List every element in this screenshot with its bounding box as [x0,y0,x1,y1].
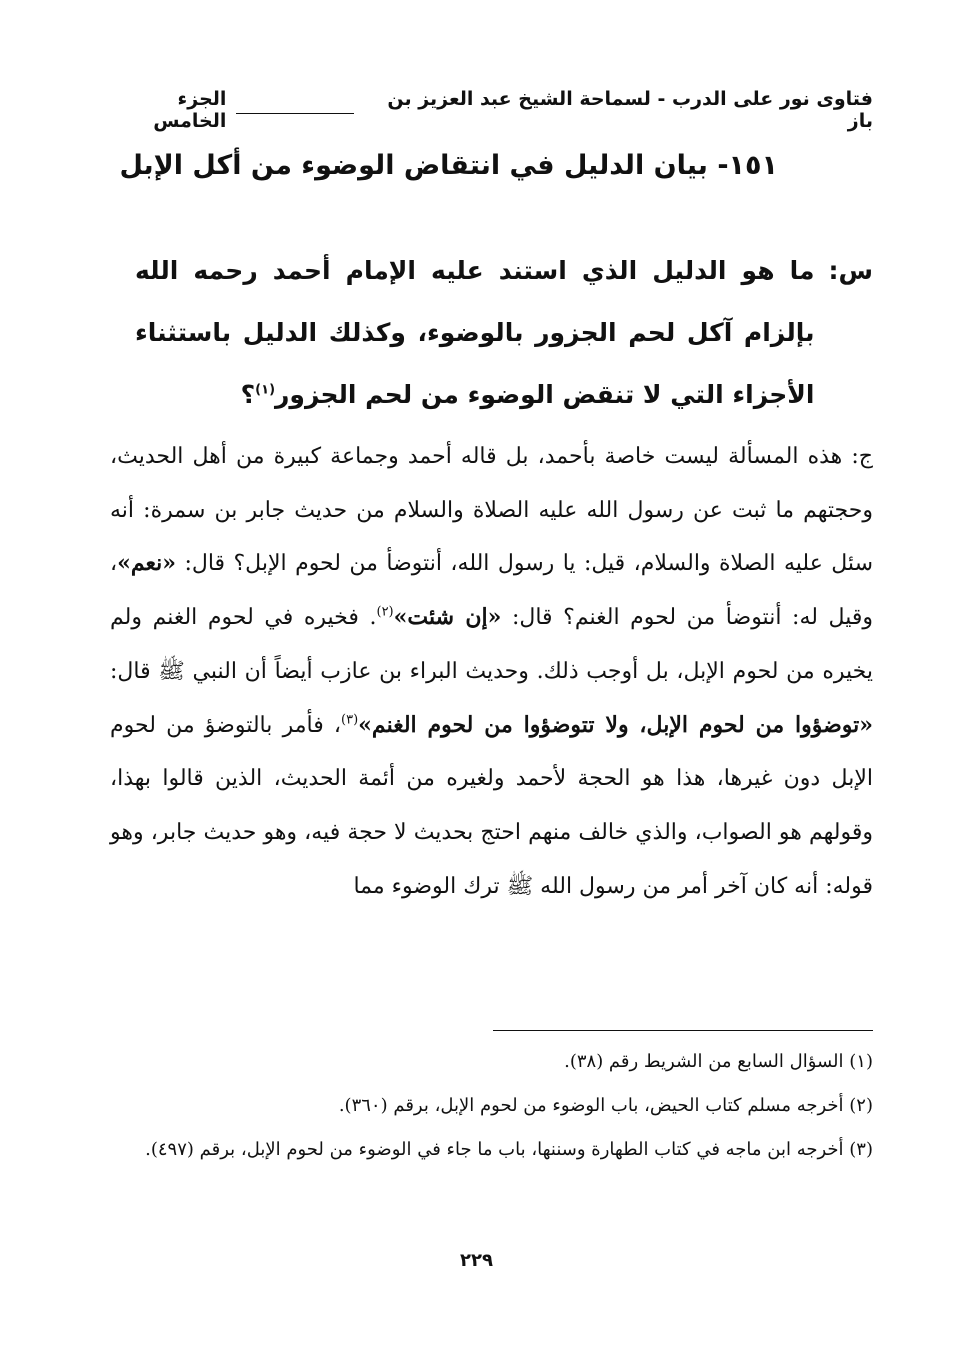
answer-part-3: . فخيره في لحوم الغنم ولم يخيره من لحوم الإبل، بل أوجب ذلك. وحديث البراء بن عازب أيضاً أن النبي ﷺ قال: [110,605,873,684]
book-title: فتاوى نور على الدرب - لسماحة الشيخ عبد العزيز بن باز [387,88,873,132]
page-number: ٢٢٩ [460,1250,493,1271]
question-text: ما هو الدليل الذي استند عليه الإمام أحمد رحمه الله بإلزام آكل لحم الجزور بالوضوء، وكذلك الدليل باستثناء الأجزاء التي لا تنقض الوضوء من لحم الجزور [135,256,815,409]
fatwa-title: ١٥١- بيان الدليل في انتقاض الوضوء من أكل الإبل [119,150,778,181]
answer-quote-2: «إن شئت» [393,604,502,631]
footnote-separator [493,1030,873,1031]
footnote-ref-1: (١) [255,382,276,398]
answer-quote-1: «نعم» [117,550,176,577]
running-header [100,88,873,132]
volume-label: الجزء الخامس [153,88,227,132]
question-end: ؟ [240,380,256,409]
footnote-1: (١) السؤال السابع من الشريط رقم (٣٨). [564,1051,873,1072]
header-rule [236,113,354,114]
footnote-ref-2: (٢) [376,604,394,620]
answer-part-1: ج: هذه المسألة ليست خاصة بأحمد، بل قاله أحمد وجماعة كبيرة من أهل الحديث، وحجتهم ما ثبت عن رسول الله عليه الصلاة والسلام من حديث جابر بن سمرة: أنه سئل عليه الصلاة والسلام، قيل: يا رسول الله، أنتوضأ من لحوم الإبل؟ قال: [110,444,873,577]
footnotes [105,1040,873,1172]
question-block [135,240,873,426]
answer-part-2: ، وقيل له: أنتوضأ من لحوم الغنم؟ قال: [110,551,873,631]
question-label: س: [828,256,873,285]
answer-block [110,430,873,913]
answer-part-4: ، فأمر بالتوضؤ من لحوم الإبل دون غيرها، هذا هو الحجة لأحمد ولغيره من أئمة الحديث، الذين قالوا بهذا، وقولهم هو الصواب، والذي خالف منهم احتج بحديث لا حجة فيه، وهو حديث جابر، وهو قوله: أنه كان آخر أمر من رسول الله ﷺ ترك الوضوء مما [110,712,873,899]
question-text-wrapper [135,240,815,426]
answer-quote-3: «توضؤوا من لحوم الإبل، ولا تتوضؤوا من لحوم الغنم» [358,711,873,738]
footnote-3: (٣) أخرجه ابن ماجه في كتاب الطهارة وسننها، باب ما جاء في الوضوء من لحوم الإبل، برقم (٤٩٧). [145,1139,873,1160]
footnote-2: (٢) أخرجه مسلم كتاب الحيض، باب الوضوء من لحوم الإبل، برقم (٣٦٠). [338,1095,873,1116]
footnote-ref-3: (٣) [341,712,359,728]
